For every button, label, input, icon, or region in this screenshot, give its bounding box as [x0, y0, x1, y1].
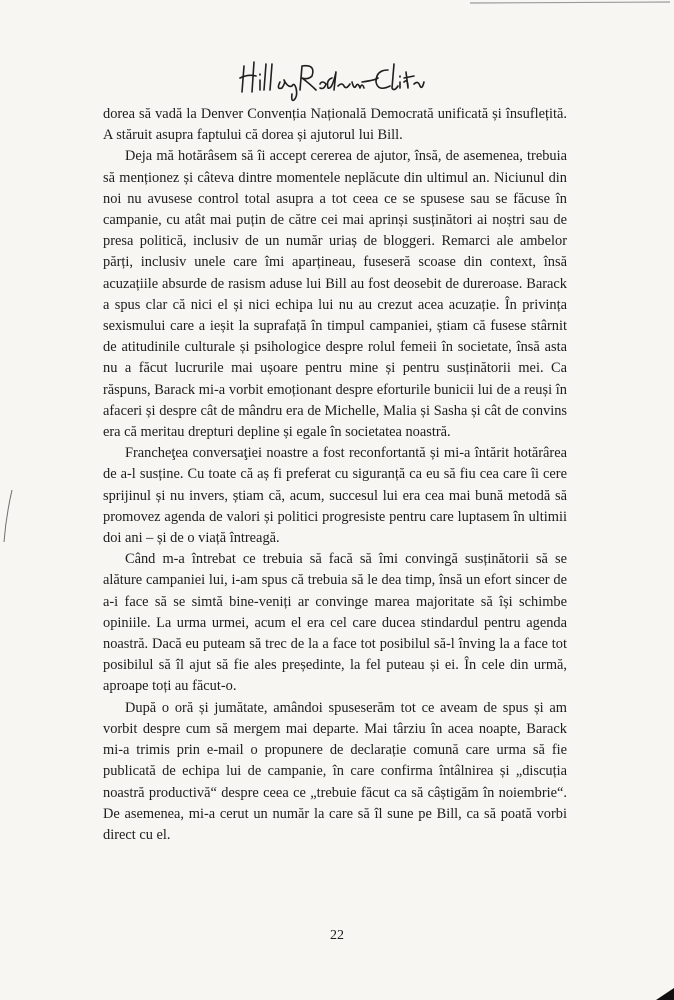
signature-hillary-rodham-clinton [236, 52, 426, 104]
paragraph-continuation: dorea să vadă la Denver Convenția Națională Democrată unificată și însuflețită. A stăruit asupra faptului că dorea și ajutorul lui Bill. [103, 106, 567, 144]
scan-edge-mark [470, 0, 670, 8]
paragraph: Deja mă hotărâsem să îi accept cererea de ajutor, însă, de asemenea, trebuia să menționez și câteva dintre momentele neplăcute din ultimul an. Niciunul din noi nu avusese control total asupra a tot ceea ce se spusese sau se făcuse în campanie, cu atât mai puțin de către cei mai aprinși susținători ai noștri sau de presa politică, inclusiv de un număr uriaș de bloggeri. Remarci ale ambelor părți, inclusiv unele care îmi aparțineau, fuseseră scoase din context, însă acuzațiile absurde de rasism aduse lui Bill au fost deosebit de dureroase. Barack a spus clar că nici el și nici echipa lui nu au crezut acea acuzație. În privința sexismului care a ieșit la suprafață în timpul campaniei, știam că fusese stârnit de atitudinile culturale și psihologice despre rolul femeii în societate, însă asta nu a făcut lucrurile mai ușoare pentru mine și pentru susținătorii mei. Ca răspuns, Barack mi-a vorbit emoționant despre eforturile bunicii lui de a reuși în afaceri și despre cât de mândru era de Michelle, Malia și Sasha și cât de convins era că meritau drepturi depline și egale în societatea noastră. [103, 148, 567, 441]
page-number: 22 [330, 928, 344, 943]
margin-pencil-mark [2, 488, 16, 544]
body-text [103, 104, 567, 846]
paragraph: Francheţea conversaţiei noastre a fost reconfortantă și mi-a întărit hotărârea de a-l susține. Cu toate că aș fi preferat cu siguranță ca eu să fiu cea care îi cere sprijinul și nu invers, știam că, acum, succesul lui era cea mai bună metodă să promovez agenda de valori și politici progresiste pentru care luptasem în ultimii doi ani – și de o viață întreagă. [103, 445, 567, 547]
scan-corner-mark [634, 982, 674, 1000]
paragraph: După o oră și jumătate, amândoi spuseserăm tot ce aveam de spus și am vorbit despre cum să mergem mai departe. Mai târziu în acea noapte, Barack mi-a trimis prin e-mail o propunere de declarație comună care urma să fie publicată de echipa lui de campanie, în care confirma întâlnirea și „discuția noastră productivă“ despre ceea ce „trebuie făcut ca să câștigăm în noiembrie“. De asemenea, mi-a cerut un număr la care să îl sune pe Bill, ca să poată vorbi direct cu el. [103, 699, 567, 843]
paragraph: Când m-a întrebat ce trebuia să facă să îmi convingă susținătorii să se alăture campaniei lui, i-am spus că trebuia să le dea timp, însă un efort sincer de a-i face să se simtă bine-veniți ar convinge marea majoritate să își schimbe opiniile. La urma urmei, acum el era cel care ducea stindardul pentru agenda noastră. Dacă eu puteam să trec de la a face tot posibilul să-l înving la a face tot posibilul să îl ajut să fie ales președinte, la fel puteau și ei. În cele din urmă, aproape toți au făcut-o. [103, 551, 567, 695]
